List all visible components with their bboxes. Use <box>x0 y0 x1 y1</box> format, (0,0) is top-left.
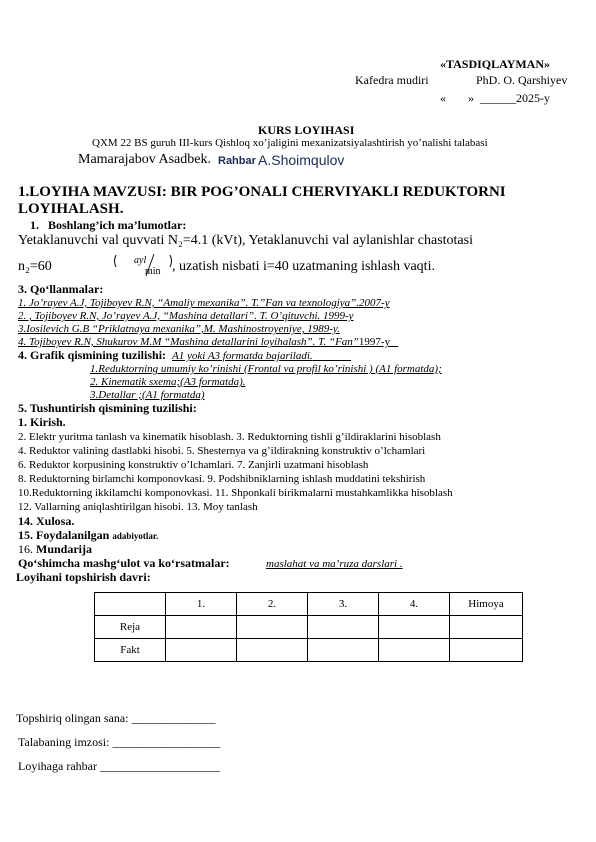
group-line: QXM 22 BS guruh III-kurs Qishloq xo’jaligini mexanizatsiyalashtirish yo’nalishi talabasi <box>92 137 488 149</box>
speed-unit-bottom: min <box>145 266 161 277</box>
explanation-line-2: 4. Reduktor valining dastlabki hisobi. 5. Shesternya va g’ildirakning konstruktiv o’lchamlari <box>18 445 426 457</box>
reference-2: 2. , Tojiboyev R.N, Jo’rayev A.J, “Mashina detallari”. T. O’qituvchi. 1999-y <box>18 310 354 322</box>
speed-unit-top: ayl <box>134 255 147 266</box>
schedule-cell <box>450 616 523 639</box>
student-signature: Talabaning imzosi: __________________ <box>18 735 221 749</box>
schedule-table <box>94 592 523 662</box>
topic-line-2: LOYIHALASH. <box>18 201 124 217</box>
schedule-header-row <box>95 593 523 616</box>
schedule-cell <box>450 639 523 662</box>
references-heading: 3. Qo‘llanmalar: <box>18 282 104 296</box>
schedule-row-plan <box>95 616 523 639</box>
schedule-header-defense: Himoya <box>450 593 523 616</box>
graphic-item-3: 3.Detallar ;(A1 formatda) <box>90 389 205 401</box>
reference-4-text: 4. Tojiboyev R.N, Shukurov M.M “Mashina detallarini loyihalash”. T. “Fan” <box>18 336 359 348</box>
literature-small: adabiyotlar. <box>112 531 159 541</box>
literature <box>18 529 158 543</box>
extra-label: Qo‘shimcha mashg‘ulot va ko‘rsatmalar: <box>18 556 230 570</box>
reference-4 <box>18 336 398 348</box>
schedule-cell <box>237 639 308 662</box>
schedule-header-3: 3. <box>308 593 379 616</box>
supervisor-signature: Loyihaga rahbar ____________________ <box>18 759 220 773</box>
supervisor-label: Rahbar <box>218 155 256 167</box>
explanation-line-1: 2. Elektr yuritma tanlash va kinematik hisoblash. 3. Reduktorning tishli g’ildiraklarini hisoblash <box>18 431 441 443</box>
explanation-line-6: 12. Vallarning aniqlashtirilgan hisobi. 13. Moy tanlash <box>18 501 258 513</box>
schedule-header-blank <box>95 593 166 616</box>
date-close-quote: » <box>468 91 474 105</box>
extra-value: maslahat va ma’ruza darslari . <box>266 558 403 570</box>
contents <box>18 543 92 556</box>
graphic-heading: 4. Grafik qismining tuzilishi: <box>18 348 167 362</box>
explanation-line-5: 10.Reduktorning ikkilamchi komponovkasi. 11. Shponkali birikmalarni mustahkamlikka hisoblash <box>18 487 453 499</box>
supervisor-name: A.Shoimqulov <box>258 152 345 168</box>
schedule-cell <box>166 639 237 662</box>
conclusion: 14. Xulosa. <box>18 514 75 528</box>
explanation-line-4: 8. Reduktorning birlamchi komponovkasi. 9. Podshibniklarning ishlash muddatini tekshirish <box>18 473 426 485</box>
initial-data-line-1: Yetaklanuvchi val quvvati N₂=4.1 (kVt), Yetaklanuvchi val aylanishlar chastotasi <box>18 233 473 248</box>
initial-data-line-2: , uzatish nisbati i=40 uzatmaning ishlash vaqti. <box>172 259 435 274</box>
speed-unit-fraction <box>112 252 174 278</box>
schedule-cell <box>308 616 379 639</box>
approval-title: «TASDIQLAYMAN» <box>440 57 551 71</box>
schedule-heading: Loyihani topshirish davri: <box>16 570 151 584</box>
graphic-format-text: A1 yoki A3 formatda bajariladi. <box>172 350 313 362</box>
literature-text: 15. Foydalanilgan <box>18 528 110 542</box>
dept-head-label: Kafedra mudiri <box>355 73 429 87</box>
initial-data-heading: 1. Boshlang’ich ma’lumotlar: <box>30 218 187 232</box>
schedule-cell <box>379 639 450 662</box>
course-title: KURS LOYIHASI <box>258 123 355 137</box>
graphic-format <box>172 350 351 362</box>
graphic-item-1: 1.Reduktorning umumiy ko’rinishi (Frontal va profil ko’rinishi ) (A1 formatda); <box>90 363 442 375</box>
reference-3: 3.Iosilevich G.B “Priklatnaya mexanika”,M. Mashinostroyeniye, 1989-y. <box>18 323 340 335</box>
initial-data-heading-text: Boshlang’ich ma’lumotlar: <box>48 218 187 232</box>
reference-1: 1. Jo’rayev A.J, Tojiboyev R.N, “Amaliy mexanika”. T.”Fan va texnologiya”.2007-y <box>18 297 390 309</box>
contents-num: 16. <box>18 542 33 556</box>
schedule-cell <box>166 616 237 639</box>
schedule-header-1: 1. <box>166 593 237 616</box>
schedule-row-label: Reja <box>95 616 166 639</box>
date-open-quote: « <box>440 91 446 105</box>
student-name: Mamarajabov Asadbek. <box>78 152 211 167</box>
assignment-received-date: Topshiriq olingan sana: ______________ <box>16 711 216 725</box>
schedule-row-fact <box>95 639 523 662</box>
approval-date-line: ______2025-y <box>480 91 550 105</box>
schedule-row-label: Fakt <box>95 639 166 662</box>
schedule-header-2: 2. <box>237 593 308 616</box>
explanation-intro: 1. Kirish. <box>18 415 66 429</box>
schedule-header-4: 4. <box>379 593 450 616</box>
explanation-line-3: 6. Reduktor korpusining konstruktiv o’lchamlari. 7. Zanjirli uzatmani hisoblash <box>18 459 369 471</box>
explanation-heading: 5. Tushuntirish qismining tuzilishi: <box>18 401 197 415</box>
schedule-cell <box>308 639 379 662</box>
topic-line-1: 1.LOYIHA MAVZUSI: BIR POG’ONALI CHERVIYAKLI REDUKTORNI <box>18 184 506 200</box>
reference-4-year: 1997-y <box>358 336 391 348</box>
dept-head-name: PhD. O. Qarshiyev <box>476 73 568 87</box>
contents-text: Mundarija <box>36 542 93 556</box>
schedule-cell <box>379 616 450 639</box>
speed-value: n₂=60 <box>18 259 52 274</box>
graphic-item-2: 2. Kinematik sxema;(A3 formatda). <box>90 376 246 388</box>
schedule-cell <box>237 616 308 639</box>
